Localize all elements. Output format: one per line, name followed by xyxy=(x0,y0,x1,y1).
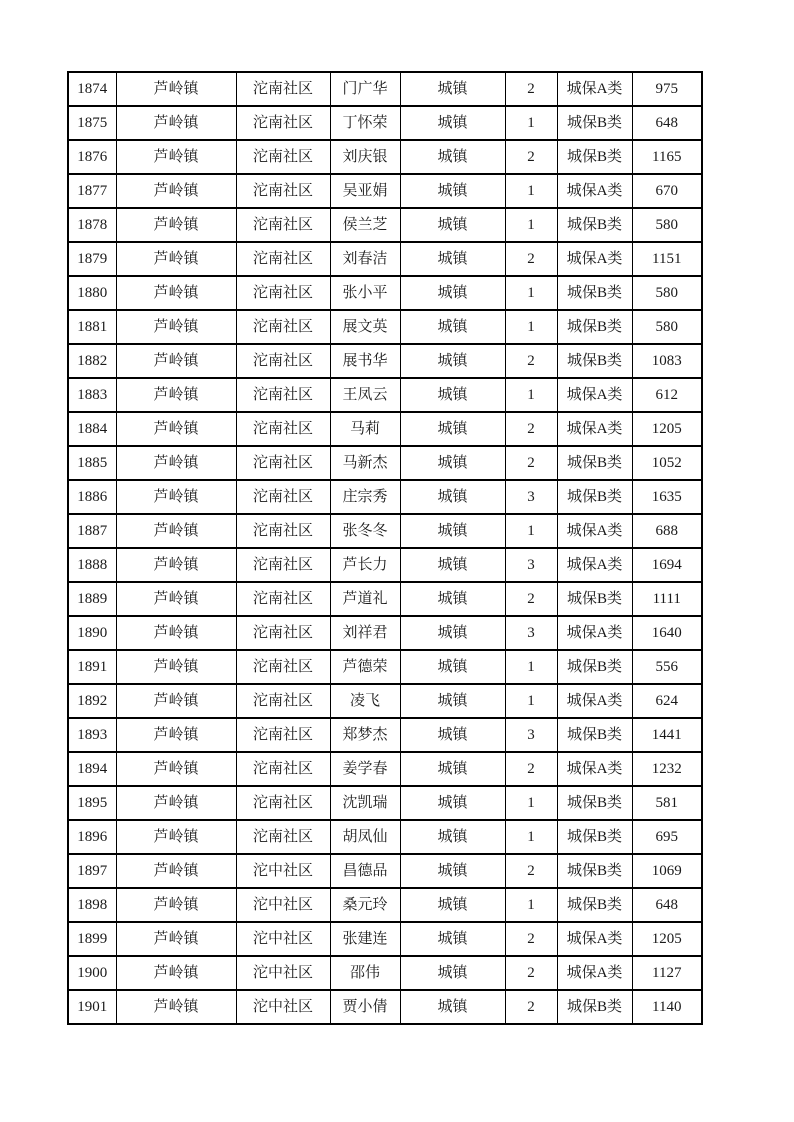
cell-category: 城保A类 xyxy=(557,956,632,990)
cell-residence-type: 城镇 xyxy=(400,514,505,548)
cell-residence-type: 城镇 xyxy=(400,786,505,820)
cell-sequence-number: 1893 xyxy=(68,718,116,752)
cell-category: 城保B类 xyxy=(557,820,632,854)
cell-person-name: 姜学春 xyxy=(330,752,400,786)
cell-category: 城保B类 xyxy=(557,140,632,174)
cell-amount: 1111 xyxy=(632,582,702,616)
cell-person-count: 2 xyxy=(505,956,557,990)
cell-community: 沱南社区 xyxy=(236,786,330,820)
cell-sequence-number: 1877 xyxy=(68,174,116,208)
cell-sequence-number: 1891 xyxy=(68,650,116,684)
cell-residence-type: 城镇 xyxy=(400,956,505,990)
table-row xyxy=(68,242,702,276)
cell-category: 城保B类 xyxy=(557,888,632,922)
cell-residence-type: 城镇 xyxy=(400,140,505,174)
cell-person-count: 3 xyxy=(505,548,557,582)
cell-sequence-number: 1899 xyxy=(68,922,116,956)
table-row xyxy=(68,378,702,412)
cell-person-name: 芦道礼 xyxy=(330,582,400,616)
cell-amount: 556 xyxy=(632,650,702,684)
cell-residence-type: 城镇 xyxy=(400,582,505,616)
cell-town: 芦岭镇 xyxy=(116,922,236,956)
cell-amount: 580 xyxy=(632,208,702,242)
cell-amount: 688 xyxy=(632,514,702,548)
cell-person-count: 1 xyxy=(505,650,557,684)
cell-community: 沱南社区 xyxy=(236,616,330,650)
cell-sequence-number: 1883 xyxy=(68,378,116,412)
cell-community: 沱中社区 xyxy=(236,922,330,956)
cell-community: 沱南社区 xyxy=(236,582,330,616)
cell-person-count: 1 xyxy=(505,888,557,922)
cell-person-count: 1 xyxy=(505,378,557,412)
cell-community: 沱南社区 xyxy=(236,718,330,752)
cell-residence-type: 城镇 xyxy=(400,276,505,310)
cell-amount: 648 xyxy=(632,106,702,140)
cell-category: 城保A类 xyxy=(557,548,632,582)
table-row xyxy=(68,344,702,378)
cell-category: 城保A类 xyxy=(557,412,632,446)
cell-sequence-number: 1880 xyxy=(68,276,116,310)
cell-person-name: 贾小倩 xyxy=(330,990,400,1024)
cell-sequence-number: 1900 xyxy=(68,956,116,990)
cell-category: 城保B类 xyxy=(557,786,632,820)
cell-town: 芦岭镇 xyxy=(116,650,236,684)
cell-amount: 670 xyxy=(632,174,702,208)
cell-town: 芦岭镇 xyxy=(116,276,236,310)
cell-person-name: 凌飞 xyxy=(330,684,400,718)
roster-table-body xyxy=(68,72,702,1024)
cell-community: 沱南社区 xyxy=(236,208,330,242)
cell-residence-type: 城镇 xyxy=(400,72,505,106)
cell-amount: 1165 xyxy=(632,140,702,174)
cell-community: 沱南社区 xyxy=(236,106,330,140)
cell-community: 沱南社区 xyxy=(236,174,330,208)
cell-category: 城保A类 xyxy=(557,72,632,106)
cell-community: 沱中社区 xyxy=(236,956,330,990)
cell-person-name: 丁怀荣 xyxy=(330,106,400,140)
cell-amount: 1640 xyxy=(632,616,702,650)
cell-person-name: 刘祥君 xyxy=(330,616,400,650)
cell-person-count: 2 xyxy=(505,582,557,616)
cell-amount: 648 xyxy=(632,888,702,922)
cell-person-count: 2 xyxy=(505,344,557,378)
cell-sequence-number: 1884 xyxy=(68,412,116,446)
cell-sequence-number: 1892 xyxy=(68,684,116,718)
table-row xyxy=(68,174,702,208)
cell-person-count: 2 xyxy=(505,752,557,786)
cell-person-name: 芦长力 xyxy=(330,548,400,582)
cell-amount: 1083 xyxy=(632,344,702,378)
cell-residence-type: 城镇 xyxy=(400,412,505,446)
cell-amount: 580 xyxy=(632,310,702,344)
cell-residence-type: 城镇 xyxy=(400,242,505,276)
cell-town: 芦岭镇 xyxy=(116,548,236,582)
table-row xyxy=(68,718,702,752)
cell-person-count: 1 xyxy=(505,106,557,140)
cell-community: 沱南社区 xyxy=(236,412,330,446)
cell-person-count: 1 xyxy=(505,786,557,820)
cell-category: 城保A类 xyxy=(557,922,632,956)
cell-person-count: 2 xyxy=(505,990,557,1024)
cell-community: 沱南社区 xyxy=(236,820,330,854)
cell-residence-type: 城镇 xyxy=(400,378,505,412)
table-row xyxy=(68,650,702,684)
cell-person-name: 张冬冬 xyxy=(330,514,400,548)
cell-person-count: 2 xyxy=(505,412,557,446)
cell-community: 沱南社区 xyxy=(236,242,330,276)
cell-sequence-number: 1888 xyxy=(68,548,116,582)
cell-person-count: 1 xyxy=(505,276,557,310)
cell-sequence-number: 1890 xyxy=(68,616,116,650)
cell-person-name: 邵伟 xyxy=(330,956,400,990)
cell-residence-type: 城镇 xyxy=(400,650,505,684)
cell-community: 沱南社区 xyxy=(236,378,330,412)
cell-residence-type: 城镇 xyxy=(400,854,505,888)
cell-community: 沱南社区 xyxy=(236,684,330,718)
table-row xyxy=(68,684,702,718)
cell-sequence-number: 1885 xyxy=(68,446,116,480)
cell-town: 芦岭镇 xyxy=(116,684,236,718)
cell-residence-type: 城镇 xyxy=(400,208,505,242)
cell-town: 芦岭镇 xyxy=(116,174,236,208)
cell-community: 沱南社区 xyxy=(236,752,330,786)
cell-person-name: 张建连 xyxy=(330,922,400,956)
cell-sequence-number: 1889 xyxy=(68,582,116,616)
cell-category: 城保B类 xyxy=(557,344,632,378)
cell-community: 沱南社区 xyxy=(236,446,330,480)
cell-person-count: 3 xyxy=(505,718,557,752)
table-row xyxy=(68,990,702,1024)
cell-category: 城保A类 xyxy=(557,684,632,718)
cell-town: 芦岭镇 xyxy=(116,752,236,786)
cell-town: 芦岭镇 xyxy=(116,378,236,412)
cell-person-name: 胡凤仙 xyxy=(330,820,400,854)
cell-category: 城保A类 xyxy=(557,752,632,786)
cell-community: 沱南社区 xyxy=(236,276,330,310)
cell-amount: 1052 xyxy=(632,446,702,480)
cell-category: 城保A类 xyxy=(557,616,632,650)
table-row xyxy=(68,752,702,786)
cell-person-count: 1 xyxy=(505,820,557,854)
table-row xyxy=(68,582,702,616)
cell-residence-type: 城镇 xyxy=(400,480,505,514)
cell-person-name: 刘春洁 xyxy=(330,242,400,276)
cell-amount: 1140 xyxy=(632,990,702,1024)
cell-town: 芦岭镇 xyxy=(116,820,236,854)
cell-community: 沱南社区 xyxy=(236,344,330,378)
cell-category: 城保B类 xyxy=(557,446,632,480)
cell-person-count: 2 xyxy=(505,854,557,888)
cell-sequence-number: 1879 xyxy=(68,242,116,276)
cell-town: 芦岭镇 xyxy=(116,718,236,752)
cell-sequence-number: 1881 xyxy=(68,310,116,344)
cell-community: 沱南社区 xyxy=(236,548,330,582)
cell-sequence-number: 1896 xyxy=(68,820,116,854)
table-row xyxy=(68,786,702,820)
table-row xyxy=(68,514,702,548)
table-row xyxy=(68,922,702,956)
cell-category: 城保B类 xyxy=(557,718,632,752)
cell-person-name: 侯兰芝 xyxy=(330,208,400,242)
table-row xyxy=(68,854,702,888)
cell-category: 城保B类 xyxy=(557,854,632,888)
cell-amount: 624 xyxy=(632,684,702,718)
cell-person-name: 庄宗秀 xyxy=(330,480,400,514)
cell-town: 芦岭镇 xyxy=(116,72,236,106)
table-row xyxy=(68,276,702,310)
cell-person-count: 2 xyxy=(505,446,557,480)
cell-person-count: 2 xyxy=(505,72,557,106)
cell-residence-type: 城镇 xyxy=(400,616,505,650)
cell-person-count: 1 xyxy=(505,514,557,548)
table-row xyxy=(68,412,702,446)
cell-person-count: 2 xyxy=(505,922,557,956)
cell-town: 芦岭镇 xyxy=(116,480,236,514)
table-row xyxy=(68,72,702,106)
cell-amount: 580 xyxy=(632,276,702,310)
cell-town: 芦岭镇 xyxy=(116,582,236,616)
cell-amount: 1205 xyxy=(632,922,702,956)
cell-amount: 1127 xyxy=(632,956,702,990)
table-row xyxy=(68,956,702,990)
cell-person-count: 1 xyxy=(505,208,557,242)
cell-residence-type: 城镇 xyxy=(400,820,505,854)
cell-sequence-number: 1875 xyxy=(68,106,116,140)
table-row xyxy=(68,616,702,650)
cell-person-name: 吴亚娟 xyxy=(330,174,400,208)
cell-amount: 975 xyxy=(632,72,702,106)
cell-sequence-number: 1878 xyxy=(68,208,116,242)
cell-town: 芦岭镇 xyxy=(116,344,236,378)
cell-sequence-number: 1886 xyxy=(68,480,116,514)
cell-person-count: 2 xyxy=(505,140,557,174)
cell-sequence-number: 1894 xyxy=(68,752,116,786)
cell-category: 城保A类 xyxy=(557,514,632,548)
cell-town: 芦岭镇 xyxy=(116,956,236,990)
cell-town: 芦岭镇 xyxy=(116,786,236,820)
cell-person-count: 1 xyxy=(505,684,557,718)
cell-town: 芦岭镇 xyxy=(116,242,236,276)
table-row xyxy=(68,480,702,514)
cell-town: 芦岭镇 xyxy=(116,310,236,344)
table-row xyxy=(68,820,702,854)
cell-person-name: 马新杰 xyxy=(330,446,400,480)
table-row xyxy=(68,310,702,344)
cell-sequence-number: 1901 xyxy=(68,990,116,1024)
cell-sequence-number: 1876 xyxy=(68,140,116,174)
cell-community: 沱南社区 xyxy=(236,480,330,514)
cell-category: 城保B类 xyxy=(557,310,632,344)
cell-sequence-number: 1898 xyxy=(68,888,116,922)
table-row xyxy=(68,446,702,480)
cell-person-name: 马莉 xyxy=(330,412,400,446)
cell-person-name: 芦德荣 xyxy=(330,650,400,684)
cell-category: 城保B类 xyxy=(557,990,632,1024)
cell-residence-type: 城镇 xyxy=(400,344,505,378)
cell-person-count: 1 xyxy=(505,310,557,344)
cell-residence-type: 城镇 xyxy=(400,752,505,786)
cell-amount: 1069 xyxy=(632,854,702,888)
cell-community: 沱南社区 xyxy=(236,310,330,344)
cell-residence-type: 城镇 xyxy=(400,990,505,1024)
cell-person-name: 展文英 xyxy=(330,310,400,344)
cell-amount: 581 xyxy=(632,786,702,820)
cell-category: 城保B类 xyxy=(557,582,632,616)
cell-town: 芦岭镇 xyxy=(116,888,236,922)
cell-amount: 1694 xyxy=(632,548,702,582)
cell-person-name: 刘庆银 xyxy=(330,140,400,174)
cell-category: 城保A类 xyxy=(557,378,632,412)
cell-person-name: 桑元玲 xyxy=(330,888,400,922)
cell-person-count: 2 xyxy=(505,242,557,276)
cell-residence-type: 城镇 xyxy=(400,888,505,922)
table-row xyxy=(68,548,702,582)
cell-residence-type: 城镇 xyxy=(400,446,505,480)
cell-residence-type: 城镇 xyxy=(400,106,505,140)
cell-town: 芦岭镇 xyxy=(116,616,236,650)
cell-person-name: 王凤云 xyxy=(330,378,400,412)
cell-residence-type: 城镇 xyxy=(400,548,505,582)
cell-town: 芦岭镇 xyxy=(116,514,236,548)
cell-town: 芦岭镇 xyxy=(116,412,236,446)
cell-category: 城保B类 xyxy=(557,208,632,242)
cell-category: 城保A类 xyxy=(557,242,632,276)
cell-amount: 695 xyxy=(632,820,702,854)
cell-sequence-number: 1895 xyxy=(68,786,116,820)
cell-town: 芦岭镇 xyxy=(116,140,236,174)
cell-community: 沱中社区 xyxy=(236,888,330,922)
cell-residence-type: 城镇 xyxy=(400,174,505,208)
table-row xyxy=(68,888,702,922)
table-row xyxy=(68,140,702,174)
cell-town: 芦岭镇 xyxy=(116,990,236,1024)
cell-person-count: 3 xyxy=(505,616,557,650)
cell-amount: 1151 xyxy=(632,242,702,276)
cell-sequence-number: 1887 xyxy=(68,514,116,548)
cell-town: 芦岭镇 xyxy=(116,854,236,888)
cell-residence-type: 城镇 xyxy=(400,684,505,718)
cell-town: 芦岭镇 xyxy=(116,106,236,140)
cell-community: 沱中社区 xyxy=(236,854,330,888)
table-row xyxy=(68,208,702,242)
cell-person-name: 昌德品 xyxy=(330,854,400,888)
cell-community: 沱南社区 xyxy=(236,140,330,174)
cell-community: 沱南社区 xyxy=(236,650,330,684)
cell-amount: 1441 xyxy=(632,718,702,752)
cell-category: 城保B类 xyxy=(557,480,632,514)
cell-amount: 1635 xyxy=(632,480,702,514)
cell-person-name: 张小平 xyxy=(330,276,400,310)
cell-residence-type: 城镇 xyxy=(400,310,505,344)
cell-sequence-number: 1874 xyxy=(68,72,116,106)
cell-town: 芦岭镇 xyxy=(116,208,236,242)
cell-person-name: 沈凯瑞 xyxy=(330,786,400,820)
roster-table xyxy=(67,71,703,1025)
cell-person-count: 1 xyxy=(505,174,557,208)
cell-person-name: 展书华 xyxy=(330,344,400,378)
cell-sequence-number: 1882 xyxy=(68,344,116,378)
cell-residence-type: 城镇 xyxy=(400,922,505,956)
cell-community: 沱南社区 xyxy=(236,514,330,548)
cell-amount: 612 xyxy=(632,378,702,412)
cell-community: 沱南社区 xyxy=(236,72,330,106)
cell-person-name: 郑梦杰 xyxy=(330,718,400,752)
cell-person-count: 3 xyxy=(505,480,557,514)
cell-category: 城保A类 xyxy=(557,174,632,208)
table-row xyxy=(68,106,702,140)
cell-amount: 1232 xyxy=(632,752,702,786)
cell-community: 沱中社区 xyxy=(236,990,330,1024)
cell-person-name: 门广华 xyxy=(330,72,400,106)
cell-town: 芦岭镇 xyxy=(116,446,236,480)
cell-category: 城保B类 xyxy=(557,276,632,310)
cell-amount: 1205 xyxy=(632,412,702,446)
cell-sequence-number: 1897 xyxy=(68,854,116,888)
cell-category: 城保B类 xyxy=(557,650,632,684)
cell-residence-type: 城镇 xyxy=(400,718,505,752)
cell-category: 城保B类 xyxy=(557,106,632,140)
